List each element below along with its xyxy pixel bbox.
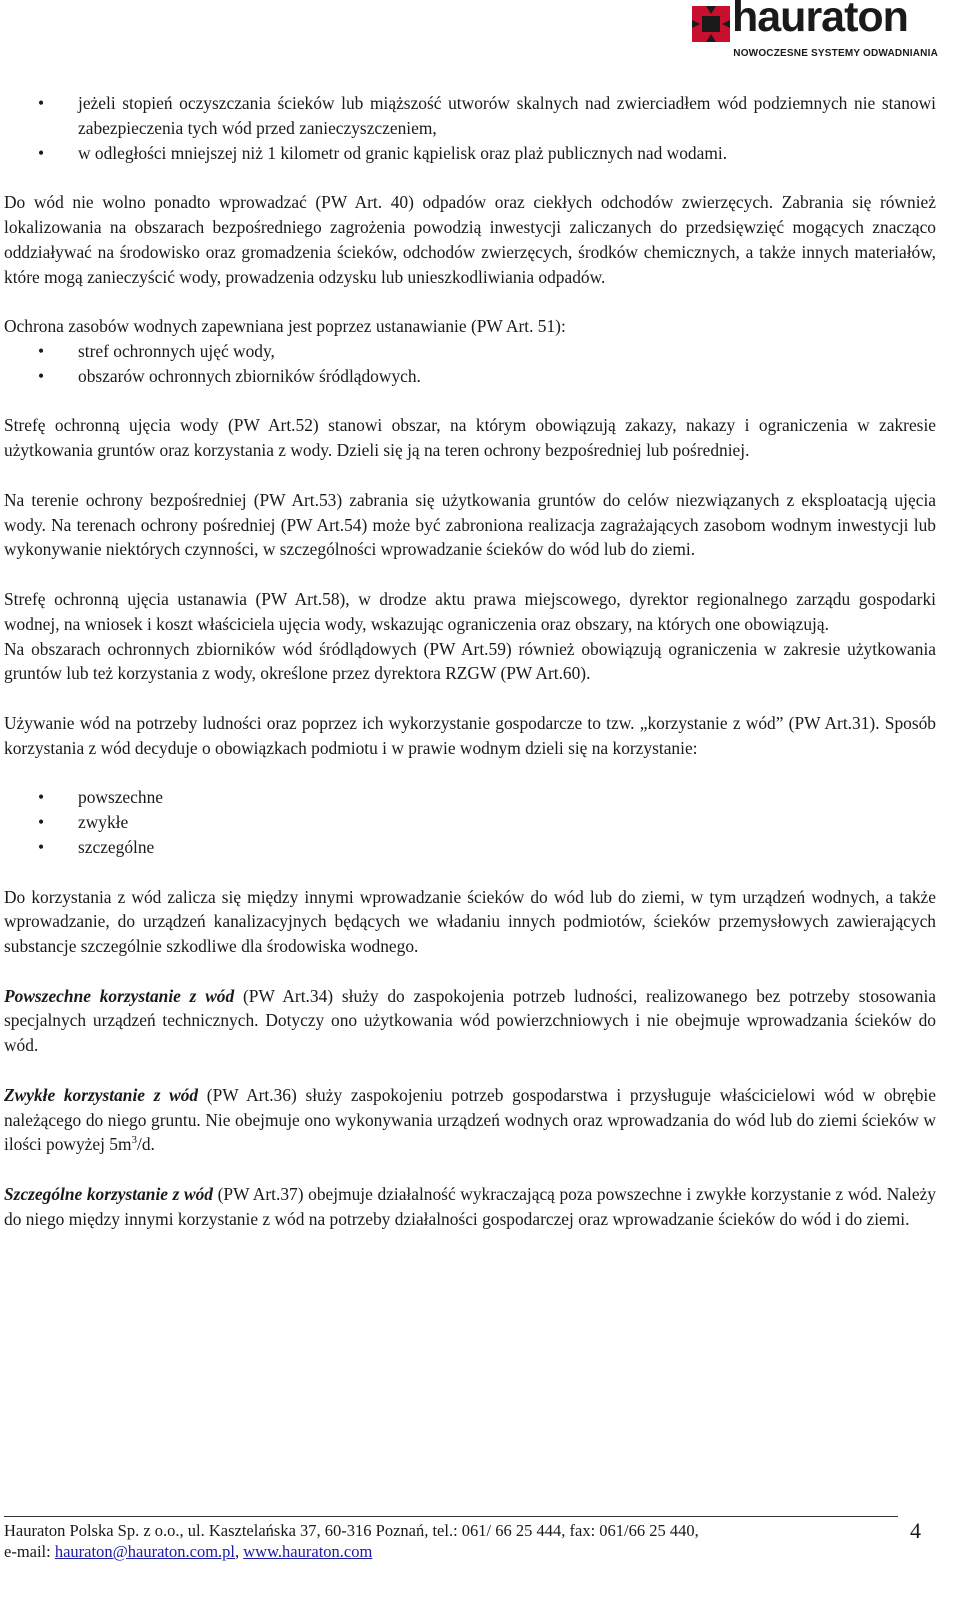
paragraph-reservoir-areas: Na obszarach ochronnych zbiorników wód śródlądowych (PW Art.59) również obowiązują ograniczenia w zakresie użytkowania gruntów lub też korzystania z wody, określone przez dyrektora RZGW (PW Art.60).	[4, 638, 936, 684]
bullet-list-usage	[4, 785, 936, 859]
document-body	[4, 91, 936, 1232]
list-item: • szczególne	[4, 835, 936, 860]
list-item: • jeżeli stopień oczyszczania ścieków lub miąższość utworów skalnych nad zwierciadłem wód podziemnych nie stanowi zabezpieczenia tych wód przed zanieczyszczeniem,	[38, 93, 936, 138]
footer-address: Hauraton Polska Sp. z o.o., ul. Kasztelańska 37, 60-316 Poznań, tel.: 061/ 66 25 444, fax: 061/66 25 440,	[4, 1521, 699, 1540]
list-item: • powszechne	[4, 785, 936, 810]
paragraph-common-use: Powszechne korzystanie z wód (PW Art.34) służy do zaspokojenia potrzeb ludności, realizowanego bez potrzeby stosowania specjalnych urządzeń technicznych. Dotyczy ono użytkowania wód powierzchniowych i nie obejmuje wprowadzania ścieków do wód.	[4, 985, 936, 1056]
bullet-icon: •	[38, 93, 45, 113]
website-link[interactable]: www.hauraton.com	[243, 1542, 373, 1561]
paragraph-water-use: Używanie wód na potrzeby ludności oraz poprzez ich wykorzystanie gospodarcze to tzw. „korzystanie z wód” (PW Art.31). Sposób korzystania z wód decyduje o obowiązkach podmiotu i w prawie wodnym dzieli się na korzystanie:	[4, 712, 936, 758]
logo-mark-icon	[692, 6, 730, 42]
list-item: • stref ochronnych ujęć wody,	[4, 339, 936, 364]
bullet-icon: •	[38, 787, 45, 808]
bullet-icon: •	[38, 812, 45, 833]
term-ordinary-use: Zwykłe korzystanie z wód	[4, 1084, 199, 1105]
logo-wordmark: hauraton	[732, 0, 908, 41]
paragraph-zone-establishment: Strefę ochronną ujęcia ustanawia (PW Art.58), w drodze aktu prawa miejscowego, dyrektor regionalnego zarządu gospodarki wodnej, na wniosek i koszt właściciela ujęcia wody, wskazując ograniczenia oraz obszary, na których one obowiązują.	[4, 588, 936, 634]
bullet-list-top	[4, 91, 936, 165]
list-item: • w odległości mniejszej niż 1 kilometr od granic kąpielisk oraz plaż publicznych nad wodami.	[4, 141, 936, 166]
bullet-icon: •	[38, 836, 45, 857]
bullet-list-protection	[4, 339, 936, 389]
paragraph-pollution: Do wód nie wolno ponadto wprowadzać (PW Art. 40) odpadów oraz ciekłych odchodów zwierzęcych. Zabrania się również lokalizowania na obszarach bezpośredniego zagrożenia powodzią inwestycji zaliczanych do przedsięwzięć mogących znacząco oddziaływać na środowisko oraz gromadzenia ścieków, odchodów zwierzęcych, środków chemicznych, a także innych materiałów, które mogą zanieczyścić wody, prowadzenia odzysku lub unieszkodliwiania odpadów.	[4, 192, 936, 287]
bullet-icon: •	[38, 340, 45, 361]
term-common-use: Powszechne korzystanie z wód	[4, 985, 235, 1006]
list-item: • obszarów ochronnych zbiorników śródlądowych.	[4, 364, 936, 389]
page-number: 4	[910, 1518, 921, 1543]
list-item: • zwykłe	[4, 810, 936, 835]
paragraph-direct-protection: Na terenie ochrony bezpośredniej (PW Art.53) zabrania się użytkowania gruntów do celów niezwiązanych z eksploatacją ujęcia wody. Na terenach ochrony pośredniej (PW Art.54) może być zabroniona realizacja zagrażających zasobom wodnym inwestycji lub wykonywanie niektórych czynności, w szczególności wprowadzanie ścieków do wód lub do ziemi.	[4, 489, 936, 560]
paragraph-protection-zone: Strefę ochronną ujęcia wody (PW Art.52) stanowi obszar, na którym obowiązują zakazy, nakazy i ograniczenia w zakresie użytkowania gruntów oraz korzystania z wody. Dzieli się ją na teren ochrony bezpośredniej lub pośredniej.	[4, 415, 936, 461]
paragraph-usage-includes: Do korzystania z wód zalicza się między innymi wprowadzanie ścieków do wód lub do ziemi, w tym urządzeń wodnych, a także wprowadzanie, do urządzeń kanalizacyjnych będących we władaniu innych podmiotów, ścieków przemysłowych zawierających substancje szczególnie szkodliwe dla środowiska wodnego.	[4, 886, 936, 957]
logo-tagline: NOWOCZESNE SYSTEMY ODWADNIANIA	[733, 48, 938, 59]
term-special-use: Szczególne korzystanie z wód	[4, 1184, 213, 1205]
bullet-icon: •	[38, 142, 45, 163]
bullet-icon: •	[38, 365, 45, 386]
hauraton-logo	[692, 0, 938, 64]
email-link[interactable]: hauraton@hauraton.com.pl	[54, 1542, 235, 1561]
paragraph-ordinary-use: Zwykłe korzystanie z wód (PW Art.36) służy zaspokojeniu potrzeb gospodarstwa i przysługuje właścicielowi wód w obrębie należącego do niego gruntu. Nie obejmuje ono wykonywania urządzeń wodnych oraz wprowadzania do wód lub do ziemi ścieków w ilości powyżej $5m^3/d$.	[4, 1084, 936, 1155]
footer-contact: e-mail: hauraton@hauraton.com.pl, www.hauraton.com	[4, 1542, 373, 1561]
paragraph-protection-intro: Ochrona zasobów wodnych zapewniana jest poprzez ustanawianie (PW Art. 51):	[4, 316, 566, 337]
page-footer	[4, 1520, 898, 1562]
paragraph-special-use: Szczególne korzystanie z wód (PW Art.37) obejmuje działalność wykraczającą poza powszechne i zwykłe korzystanie z wód. Należy do niego między innymi korzystanie z wód na potrzeby działalności gospodarczej oraz wprowadzanie ścieków do wód i do ziemi.	[4, 1184, 936, 1229]
footer-divider	[4, 1516, 898, 1517]
